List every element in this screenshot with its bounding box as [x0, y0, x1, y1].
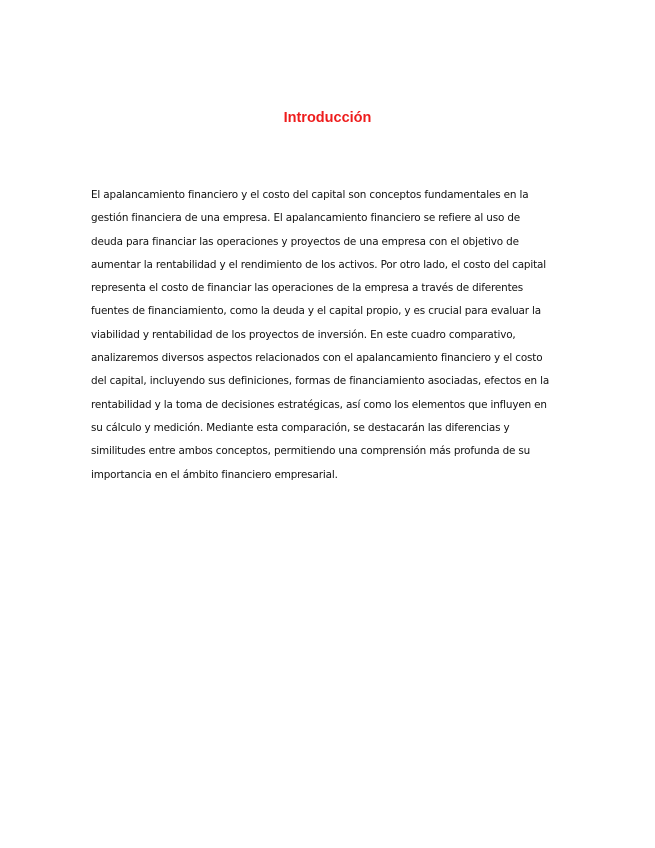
paragraph-line: aumentar la rentabilidad y el rendimiento de los activos. Por otro lado, el costo del capital: [91, 258, 546, 271]
paragraph-line: deuda para financiar las operaciones y proyectos de una empresa con el objetivo de: [91, 235, 519, 248]
paragraph-line: fuentes de financiamiento, como la deuda y el capital propio, y es crucial para evaluar la: [91, 305, 541, 318]
paragraph-line: analizaremos diversos aspectos relacionados con el apalancamiento financiero y el costo: [91, 352, 543, 365]
paragraph-line: rentabilidad y la toma de decisiones estratégicas, así como los elementos que influyen en: [91, 398, 547, 411]
paragraph-line: gestión financiera de una empresa. El apalancamiento financiero se refiere al uso de: [91, 212, 521, 225]
paragraph-line: viabilidad y rentabilidad de los proyectos de inversión. En este cuadro comparativo,: [91, 328, 516, 341]
paragraph-line: su cálculo y medición. Mediante esta comparación, se destacarán las diferencias y: [91, 421, 510, 434]
paragraph-line: del capital, incluyendo sus definiciones, formas de financiamiento asociadas, efectos en la: [91, 375, 550, 388]
paragraph-line: representa el costo de financiar las operaciones de la empresa a través de diferentes: [91, 282, 524, 295]
paragraph-line: similitudes entre ambos conceptos, permitiendo una comprensión más profunda de su: [91, 445, 531, 458]
page-title: Introducción: [283, 110, 372, 126]
paragraph-line: El apalancamiento financiero y el costo del capital son conceptos fundamentales en la: [91, 189, 529, 201]
intro-paragraph: [91, 184, 566, 487]
paragraph-line: importancia en el ámbito financiero empresarial.: [91, 468, 338, 481]
